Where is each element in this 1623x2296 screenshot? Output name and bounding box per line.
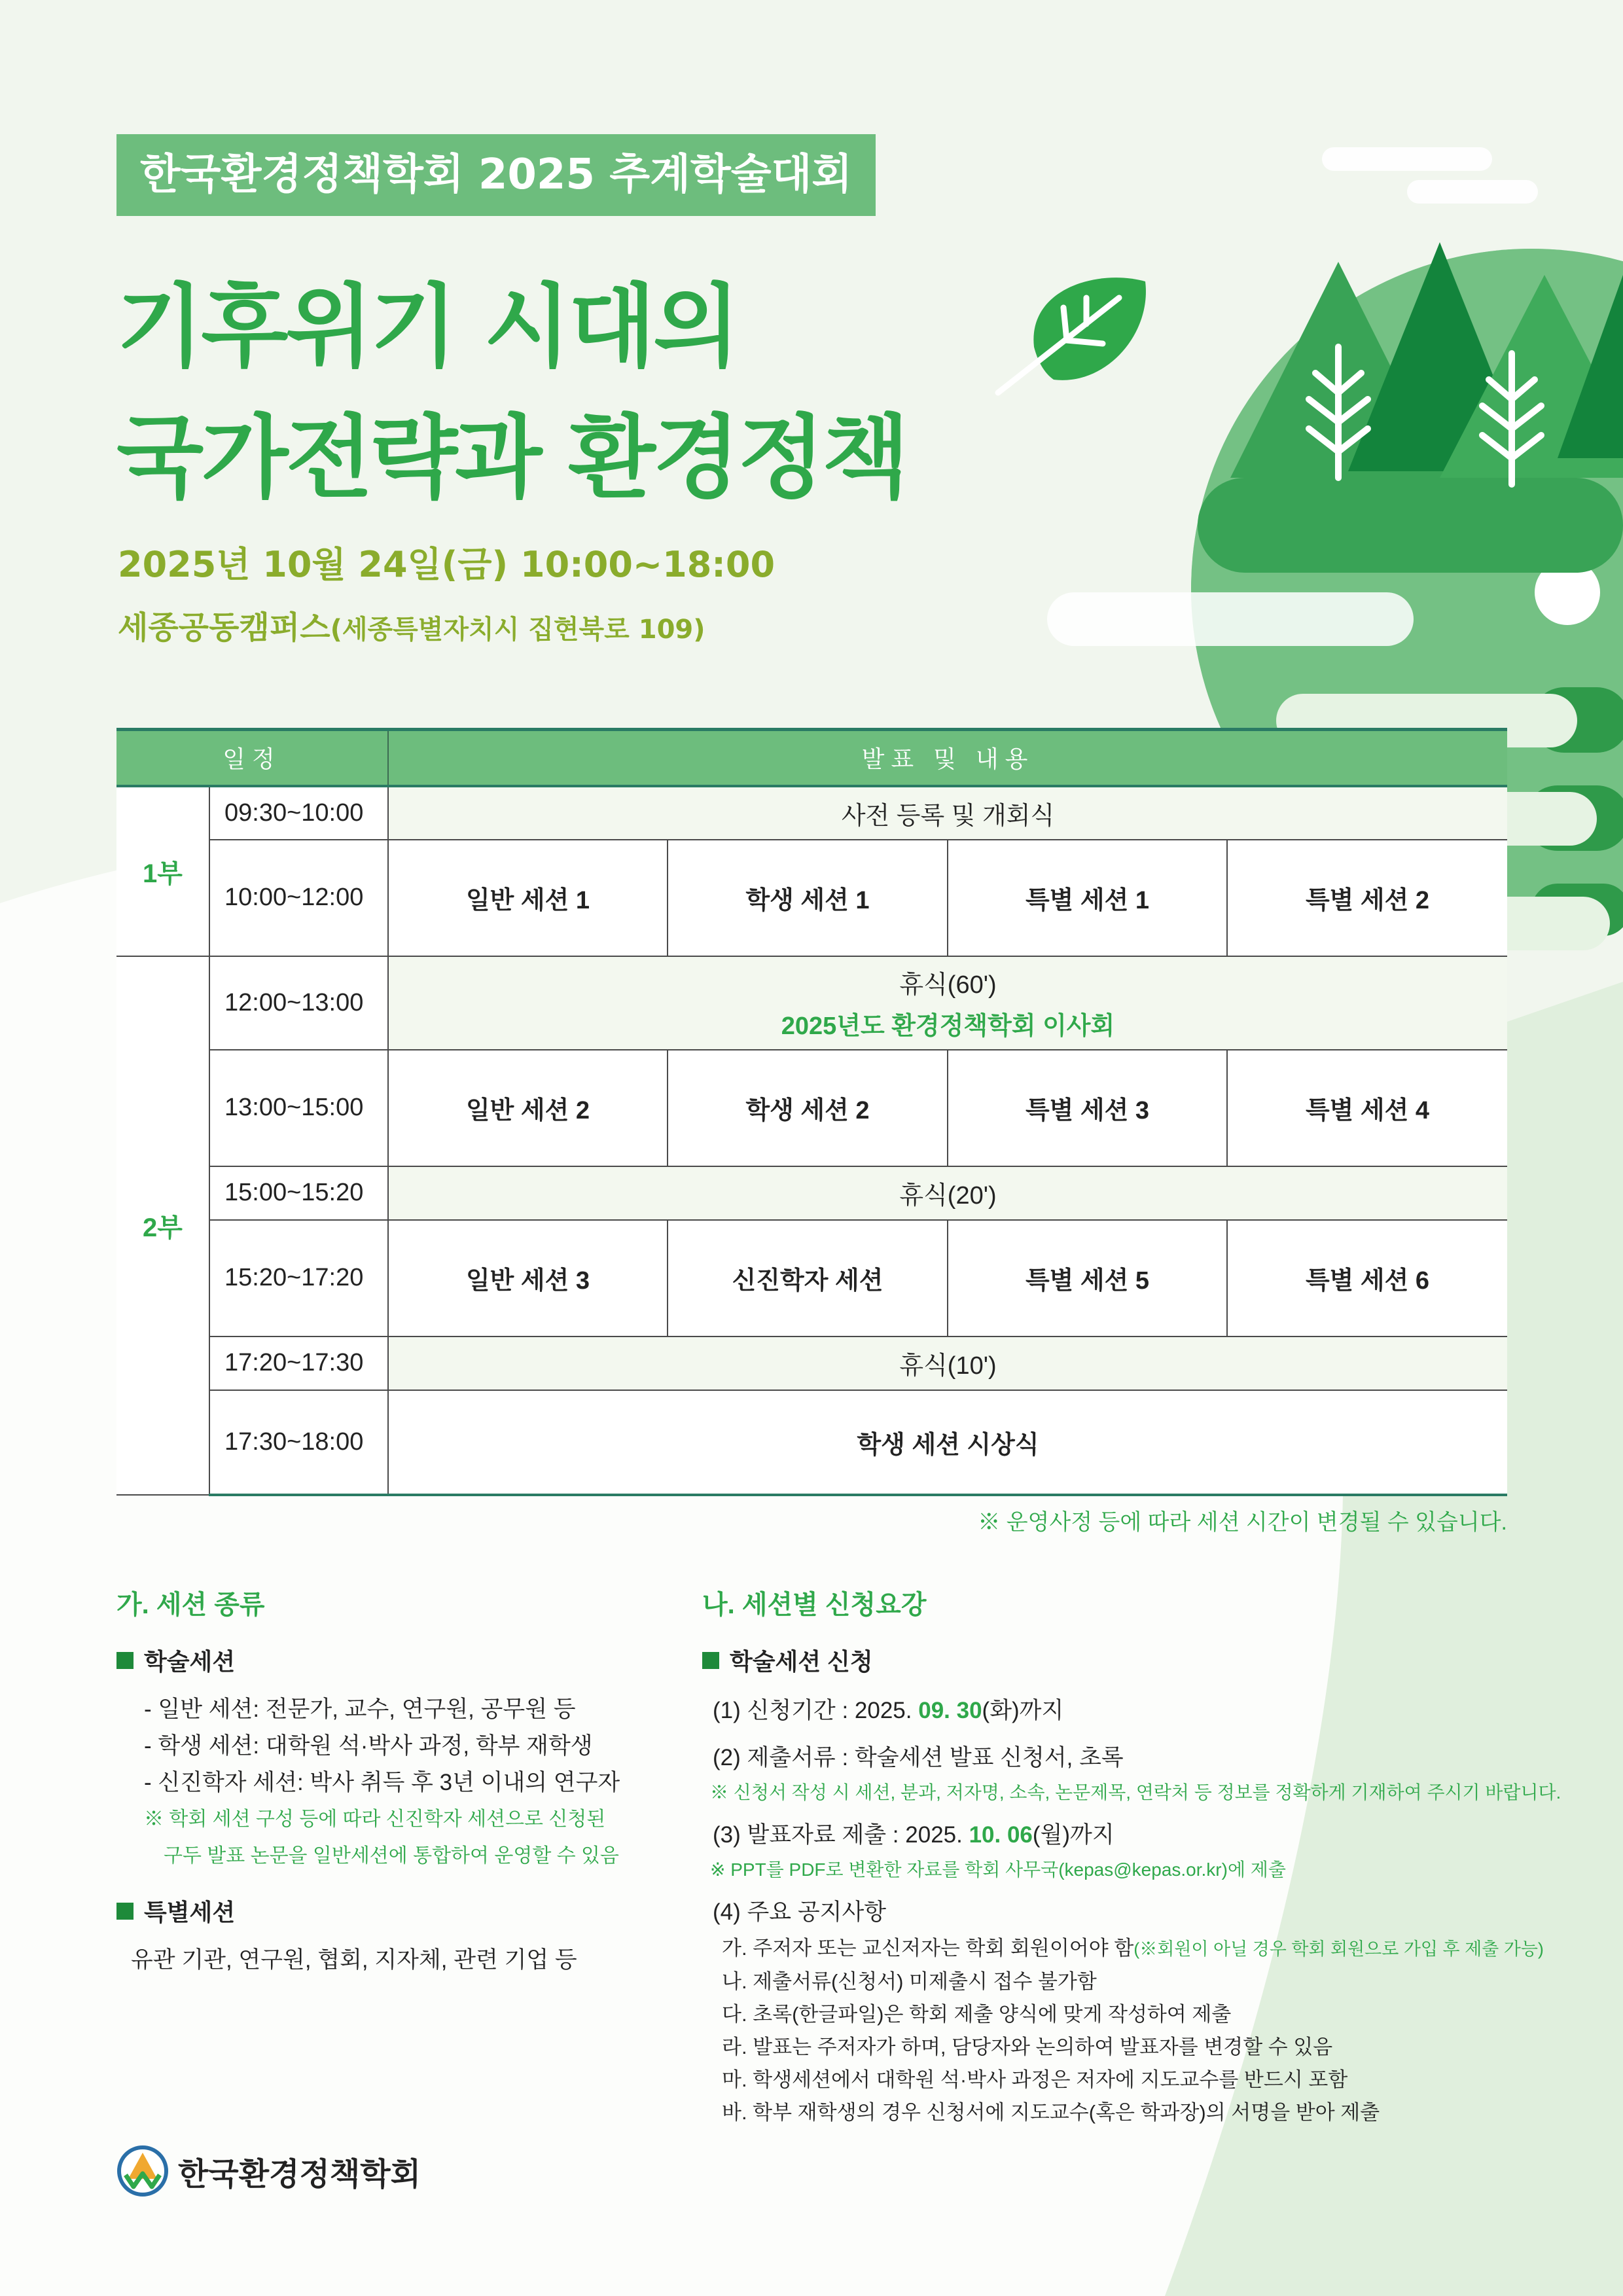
venue-name: 세종공동캠퍼스 [118,609,330,646]
required-documents: (2) 제출서류 : 학술세션 발표 신청서, 초록 [713,1745,1124,1770]
tree-icon [1427,340,1610,491]
session-cell: 특별 세션 6 [1227,1220,1507,1336]
session-cell: 학생 세션 1 [668,840,948,956]
schedule-note: ※ 운영사정 등에 따라 세션 시간이 변경될 수 있습니다. [978,1510,1507,1535]
session-types-section [116,1584,692,1979]
time-cell: 17:30~18:00 [209,1390,388,1495]
list-item: 라. 발표는 주저자가 하며, 담당자와 논의하여 발표자를 변경할 수 있음 [722,2036,1333,2058]
list-item: 나. 제출서류(신청서) 미제출시 접수 불가함 [722,1970,1097,1993]
session-types-title: 가. 세션 종류 [116,1590,265,1619]
table-row [116,1166,1507,1220]
table-row [116,786,1507,840]
notices-list [702,1932,1544,2129]
session-cell: 일반 세션 2 [388,1050,668,1166]
session-cell: 특별 세션 2 [1227,840,1507,956]
application-title: 나. 세션별 신청요강 [702,1590,927,1619]
time-cell: 17:20~17:30 [209,1336,388,1390]
session-cell: 특별 세션 3 [948,1050,1227,1166]
part-label: 2부 [116,956,209,1495]
schedule-table [116,728,1507,1496]
session-cell: 특별 세션 4 [1227,1050,1507,1166]
session-cell: 특별 세션 5 [948,1220,1227,1336]
header-content: 발표 및 내용 [388,730,1507,786]
content-cell: 사전 등록 및 개회식 [388,786,1507,840]
academic-session-heading: 학술세션 [116,1643,692,1677]
table-row [116,1336,1507,1390]
part-label: 1부 [116,786,209,956]
session-cell: 일반 세션 1 [388,840,668,956]
table-row [116,956,1507,1050]
list-item: 다. 초록(한글파일)은 학회 제출 양식에 맞게 작성하여 제출 [722,2003,1232,2026]
session-cell: 학생 세션 2 [668,1050,948,1166]
venue-address: (세종특별자치시 집현북로 109) [330,615,705,645]
square-bullet-icon [702,1652,719,1669]
session-cell: 신진학자 세션 [668,1220,948,1336]
square-bullet-icon [116,1903,134,1920]
tree-icon [1263,334,1446,484]
logo-mark-icon [116,2145,169,2197]
application-section [702,1584,1561,2129]
header-schedule: 일정 [116,730,388,786]
event-venue [118,602,705,647]
society-logo [116,2145,421,2197]
special-session-heading: 특별세션 [116,1894,692,1928]
notices-heading: (4) 주요 공지사항 [713,1899,887,1925]
academic-session-list [116,1691,692,1801]
main-title [116,262,1033,524]
session-cell: 특별 세션 1 [948,840,1227,956]
list-item: 가. 주저자 또는 교신저자는 학회 회원이어야 함(※회원이 아닐 경우 학회 회원으로 가입 후 제출 가능) [722,1937,1544,1960]
time-cell: 10:00~12:00 [209,840,388,956]
application-period: (1) 신청기간 : 2025. 09. 30(화)까지 [713,1698,1064,1723]
content-cell [388,956,1507,1050]
award-ceremony-cell: 학생 세션 시상식 [388,1390,1507,1495]
material-note: ※ PPT를 PDF로 변환한 자료를 학회 사무국(kepas@kepas.or.kr)에 제출 [710,1859,1286,1880]
content-cell: 휴식(20') [388,1166,1507,1220]
list-item: 바. 학부 재학생의 경우 신청서에 지도교수(혹은 학과장)의 서명을 받아 제출 [722,2101,1380,2124]
table-row [116,840,1507,956]
academic-note-line1: ※ 학회 세션 구성 등에 따라 신진학자 세션으로 신청된 [144,1808,606,1830]
main-title-line1: 기후위기 시대의 [116,274,738,380]
list-item: - 학생 세션: 대학원 석·박사 과정, 학부 재학생 [144,1733,593,1759]
academic-note-line2: 구두 발표 논문을 일반세션에 통합하여 운영할 수 있음 [164,1845,619,1867]
time-cell: 15:00~15:20 [209,1166,388,1220]
conference-banner: 한국환경정책학회 2025 추계학술대회 [116,134,876,216]
time-cell: 09:30~10:00 [209,786,388,840]
break-label: 휴식(60') [899,971,997,999]
content-cell: 휴식(10') [388,1336,1507,1390]
logo-name: 한국환경정책학회 [178,2155,421,2193]
time-cell: 13:00~15:00 [209,1050,388,1166]
table-row [116,1390,1507,1495]
list-item: - 일반 세션: 전문가, 교수, 연구원, 공무원 등 [144,1696,576,1722]
documents-note: ※ 신청서 작성 시 세션, 분과, 저자명, 소속, 논문제목, 연락처 등 정보를 정확하게 기재하여 주시기 바랍니다. [710,1782,1561,1803]
application-heading: 학술세션 신청 [702,1643,1514,1677]
material-submission: (3) 발표자료 제출 : 2025. 10. 06(월)까지 [713,1822,1115,1848]
square-bullet-icon [116,1652,134,1669]
time-cell: 12:00~13:00 [209,956,388,1050]
special-session-text: 유관 기관, 연구원, 협회, 지자체, 관련 기업 등 [131,1947,577,1973]
time-cell: 15:20~17:20 [209,1220,388,1336]
board-meeting-label: 2025년도 환경정책학회 이사회 [781,1013,1115,1040]
list-item: - 신진학자 세션: 박사 취득 후 3년 이내의 연구자 [144,1770,620,1795]
event-date: 2025년 10월 24일(금) 10:00~18:00 [118,544,776,585]
table-header-row [116,730,1507,786]
table-row [116,1050,1507,1166]
membership-note: (※회원이 아닐 경우 학회 회원으로 가입 후 제출 가능) [1133,1939,1544,1959]
list-item: 마. 학생세션에서 대학원 석·박사 과정은 저자에 지도교수를 반드시 포함 [722,2068,1348,2091]
main-title-line2: 국가전략과 환경정책 [116,405,907,511]
session-cell: 일반 세션 3 [388,1220,668,1336]
table-row [116,1220,1507,1336]
